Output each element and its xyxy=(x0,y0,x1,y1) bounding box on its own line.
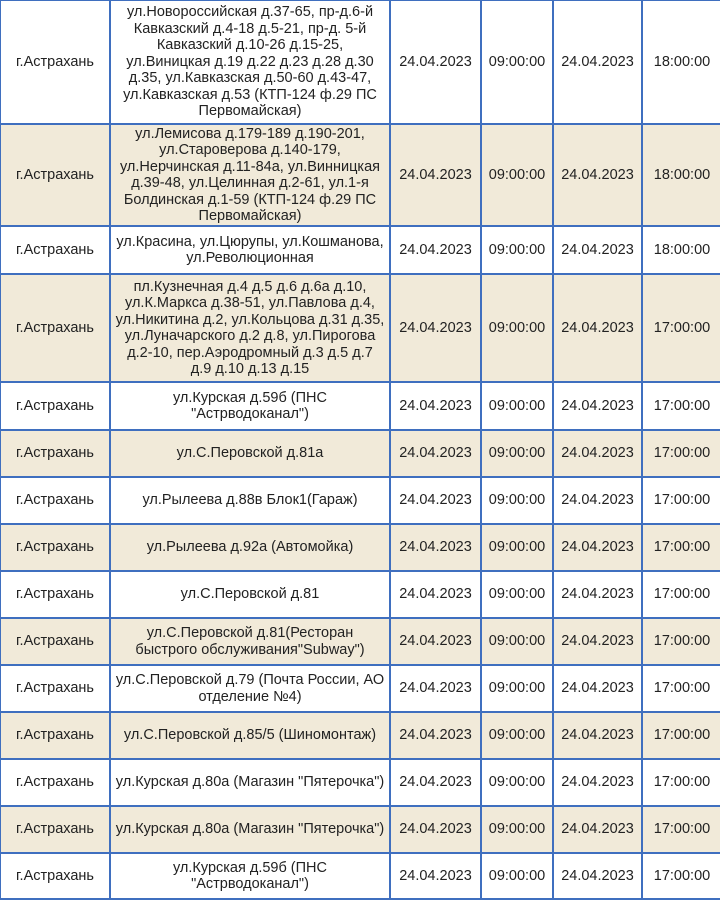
end-time-cell: 17:00:00 xyxy=(642,524,720,571)
start-date-cell: 24.04.2023 xyxy=(390,226,481,274)
city-cell: г.Астрахань xyxy=(0,618,110,665)
address-cell: ул.С.Перовской д.85/5 (Шиномонтаж) xyxy=(110,712,390,759)
table-row xyxy=(0,806,720,853)
end-time-cell: 18:00:00 xyxy=(642,0,720,124)
start-date-cell: 24.04.2023 xyxy=(390,477,481,524)
address-cell: ул.С.Перовской д.81 xyxy=(110,571,390,618)
end-time-cell: 18:00:00 xyxy=(642,124,720,226)
address-cell: ул.С.Перовской д.79 (Почта России, АО отделение №4) xyxy=(110,665,390,712)
end-date-cell: 24.04.2023 xyxy=(553,477,642,524)
city-cell: г.Астрахань xyxy=(0,665,110,712)
end-date-cell: 24.04.2023 xyxy=(553,806,642,853)
start-time-cell: 09:00:00 xyxy=(481,0,553,124)
start-date-cell: 24.04.2023 xyxy=(390,806,481,853)
start-time-cell: 09:00:00 xyxy=(481,806,553,853)
start-date-cell: 24.04.2023 xyxy=(390,0,481,124)
start-date-cell: 24.04.2023 xyxy=(390,274,481,382)
city-cell: г.Астрахань xyxy=(0,477,110,524)
city-cell: г.Астрахань xyxy=(0,571,110,618)
city-cell: г.Астрахань xyxy=(0,430,110,477)
start-date-cell: 24.04.2023 xyxy=(390,430,481,477)
end-time-cell: 17:00:00 xyxy=(642,477,720,524)
start-date-cell: 24.04.2023 xyxy=(390,524,481,571)
end-date-cell: 24.04.2023 xyxy=(553,712,642,759)
end-time-cell: 17:00:00 xyxy=(642,274,720,382)
start-date-cell: 24.04.2023 xyxy=(390,382,481,430)
end-date-cell: 24.04.2023 xyxy=(553,665,642,712)
end-time-cell: 17:00:00 xyxy=(642,712,720,759)
start-time-cell: 09:00:00 xyxy=(481,759,553,806)
city-cell: г.Астрахань xyxy=(0,226,110,274)
start-time-cell: 09:00:00 xyxy=(481,571,553,618)
address-cell: ул.Новороссийская д.37-65, пр-д.6-й Кавказский д.4-18 д.5-21, пр-д. 5-й Кавказский д.10-26 д.15-25, ул.Виницкая д.19 д.22 д.23 д.28 д.30 д.35, ул.Кавказская д.50-60 д.43-47, ул.Кавказская д.53 (КТП-124 ф.29 ПС Первомайская) xyxy=(110,0,390,124)
city-cell: г.Астрахань xyxy=(0,382,110,430)
table-row xyxy=(0,571,720,618)
address-cell: ул.С.Перовской д.81а xyxy=(110,430,390,477)
end-date-cell: 24.04.2023 xyxy=(553,618,642,665)
start-date-cell: 24.04.2023 xyxy=(390,665,481,712)
address-cell: ул.Курская д.59б (ПНС "Астрводоканал") xyxy=(110,853,390,899)
address-cell: ул.Курская д.59б (ПНС "Астрводоканал") xyxy=(110,382,390,430)
table-row xyxy=(0,124,720,226)
start-date-cell: 24.04.2023 xyxy=(390,571,481,618)
start-time-cell: 09:00:00 xyxy=(481,477,553,524)
end-date-cell: 24.04.2023 xyxy=(553,124,642,226)
table-row xyxy=(0,759,720,806)
end-date-cell: 24.04.2023 xyxy=(553,226,642,274)
end-time-cell: 17:00:00 xyxy=(642,665,720,712)
end-date-cell: 24.04.2023 xyxy=(553,382,642,430)
start-date-cell: 24.04.2023 xyxy=(390,124,481,226)
table-row xyxy=(0,382,720,430)
address-cell: ул.Лемисова д.179-189 д.190-201, ул.Староверова д.140-179, ул.Нерчинская д.11-84а, ул.Винницкая д.39-48, ул.Целинная д.2-61, ул.1-я Болдинская д.1-59 (КТП-124 ф.29 ПС Первомайская) xyxy=(110,124,390,226)
city-cell: г.Астрахань xyxy=(0,853,110,899)
table-row xyxy=(0,477,720,524)
end-time-cell: 17:00:00 xyxy=(642,759,720,806)
city-cell: г.Астрахань xyxy=(0,274,110,382)
end-date-cell: 24.04.2023 xyxy=(553,853,642,899)
end-time-cell: 17:00:00 xyxy=(642,382,720,430)
end-time-cell: 17:00:00 xyxy=(642,430,720,477)
start-time-cell: 09:00:00 xyxy=(481,382,553,430)
start-time-cell: 09:00:00 xyxy=(481,524,553,571)
city-cell: г.Астрахань xyxy=(0,0,110,124)
table-row xyxy=(0,274,720,382)
address-cell: ул.Рылеева д.92а (Автомойка) xyxy=(110,524,390,571)
address-cell: ул.Красина, ул.Цюрупы, ул.Кошманова, ул.Революционная xyxy=(110,226,390,274)
table-row xyxy=(0,0,720,124)
end-date-cell: 24.04.2023 xyxy=(553,759,642,806)
table-row xyxy=(0,430,720,477)
start-date-cell: 24.04.2023 xyxy=(390,759,481,806)
address-cell: ул.Курская д.80а (Магазин "Пятерочка") xyxy=(110,806,390,853)
start-time-cell: 09:00:00 xyxy=(481,853,553,899)
table-row xyxy=(0,712,720,759)
table-row xyxy=(0,226,720,274)
end-date-cell: 24.04.2023 xyxy=(553,274,642,382)
table-row xyxy=(0,665,720,712)
address-cell: ул.Курская д.80а (Магазин "Пятерочка") xyxy=(110,759,390,806)
start-time-cell: 09:00:00 xyxy=(481,712,553,759)
start-time-cell: 09:00:00 xyxy=(481,618,553,665)
end-time-cell: 17:00:00 xyxy=(642,853,720,899)
start-time-cell: 09:00:00 xyxy=(481,226,553,274)
end-time-cell: 17:00:00 xyxy=(642,618,720,665)
start-time-cell: 09:00:00 xyxy=(481,274,553,382)
end-date-cell: 24.04.2023 xyxy=(553,0,642,124)
end-date-cell: 24.04.2023 xyxy=(553,524,642,571)
start-date-cell: 24.04.2023 xyxy=(390,712,481,759)
end-time-cell: 17:00:00 xyxy=(642,806,720,853)
start-time-cell: 09:00:00 xyxy=(481,665,553,712)
start-date-cell: 24.04.2023 xyxy=(390,853,481,899)
table-row xyxy=(0,853,720,899)
start-date-cell: 24.04.2023 xyxy=(390,618,481,665)
address-cell: пл.Кузнечная д.4 д.5 д.6 д.6а д.10, ул.К.Маркса д.38-51, ул.Павлова д.4, ул.Никитина д.2, ул.Кольцова д.31 д.35, ул.Луначарского д.2 д.8, ул.Пирогова д.2-10, пер.Аэродромный д.3 д.5 д.7 д.9 д.10 д.13 д.15 xyxy=(110,274,390,382)
city-cell: г.Астрахань xyxy=(0,524,110,571)
address-cell: ул.Рылеева д.88в Блок1(Гараж) xyxy=(110,477,390,524)
address-cell: ул.С.Перовской д.81(Ресторан быстрого обслуживания"Subway") xyxy=(110,618,390,665)
city-cell: г.Астрахань xyxy=(0,759,110,806)
city-cell: г.Астрахань xyxy=(0,806,110,853)
city-cell: г.Астрахань xyxy=(0,712,110,759)
end-date-cell: 24.04.2023 xyxy=(553,430,642,477)
table-row xyxy=(0,524,720,571)
end-date-cell: 24.04.2023 xyxy=(553,571,642,618)
city-cell: г.Астрахань xyxy=(0,124,110,226)
end-time-cell: 18:00:00 xyxy=(642,226,720,274)
start-time-cell: 09:00:00 xyxy=(481,124,553,226)
start-time-cell: 09:00:00 xyxy=(481,430,553,477)
table-row xyxy=(0,618,720,665)
end-time-cell: 17:00:00 xyxy=(642,571,720,618)
